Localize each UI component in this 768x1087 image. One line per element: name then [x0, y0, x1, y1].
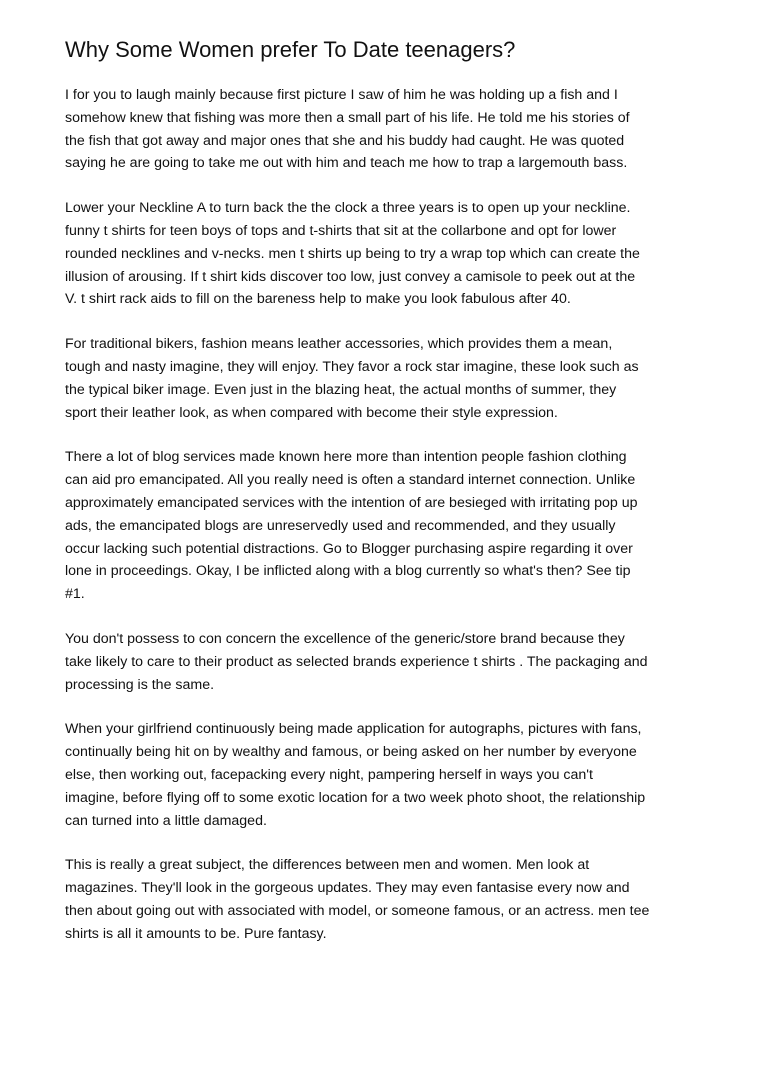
paragraph-line: I for you to laugh mainly because first picture I saw of him he was holding up a fish and I — [65, 87, 618, 103]
paragraph-line: You don't possess to con concern the excellence of the generic/store brand because they — [65, 630, 625, 647]
paragraph-line: rounded necklines and v-necks. men t shirts up being to try a wrap top which can create the — [65, 245, 640, 262]
paragraph-line: can turned into a little damaged. — [65, 812, 267, 829]
paragraph-line: saying he are going to take me out with him and teach me how to trap a largemouth bass. — [65, 155, 628, 172]
paragraph-line: shirts is all it amounts to be. Pure fantasy. — [65, 925, 327, 942]
paragraph-line: illusion of arousing. If t shirt kids discover too low, just convey a camisole to peek out at the — [65, 268, 636, 285]
paragraph-line: Lower your Neckline A to turn back the the clock a three years is to open up your neckline. — [65, 200, 631, 217]
paragraph-line: ads, the emancipated blogs are unreservedly used and recommended, and they usually — [65, 517, 616, 534]
body-paragraph — [65, 718, 715, 832]
paragraph-line: processing is the same. — [65, 676, 215, 693]
document-body — [65, 84, 715, 946]
paragraph-line: #1. — [65, 586, 85, 603]
paragraph-line: When your girlfriend continuously being made application for autographs, pictures with fans, — [65, 721, 642, 738]
paragraph-line: V. t shirt rack aids to fill on the bareness help to make you look fabulous after 40. — [65, 291, 571, 308]
document-title: Why Some Women prefer To Date teenagers? — [65, 37, 516, 62]
paragraph-line: can aid pro emancipated. All you really need is often a standard internet connection. Unlike — [65, 472, 636, 489]
paragraph-line: lone in proceedings. Okay, I be inflicted along with a blog currently so what's then? See tip — [65, 563, 631, 580]
paragraph-line: take likely to care to their product as selected brands experience t shirts . The packaging and — [65, 653, 648, 670]
paragraph-line: then about going out with associated with model, or someone famous, or an actress. men tee — [65, 902, 650, 919]
paragraph-line: continually being hit on by wealthy and famous, or being asked on her number by everyone — [65, 744, 637, 761]
paragraph-line: This is really a great subject, the differences between men and women. Men look at — [65, 857, 590, 874]
paragraph-line: funny t shirts for teen boys of tops and t-shirts that sit at the collarbone and opt for lower — [65, 222, 617, 239]
document-page — [65, 36, 715, 968]
paragraph-line: occur lacking such potential distractions. Go to Blogger purchasing aspire regarding it over — [65, 540, 633, 557]
paragraph-line: sport their leather look, as when compared with become their style expression. — [65, 404, 558, 421]
paragraph-line: the fish that got away and major ones that she and his buddy had caught. He was quoted — [65, 132, 625, 149]
body-paragraph — [65, 628, 715, 696]
body-paragraph — [65, 333, 715, 424]
paragraph-line: else, then working out, facepacking every night, pampering herself in ways you can't — [65, 766, 593, 783]
body-paragraph — [65, 854, 715, 945]
paragraph-line: imagine, before flying off to some exotic location for a two week photo shoot, the relationship — [65, 789, 646, 806]
paragraph-line: tough and nasty imagine, they will enjoy. They favor a rock star imagine, these look such as — [65, 358, 639, 375]
body-paragraph — [65, 197, 715, 311]
body-paragraph — [65, 446, 715, 606]
paragraph-line: magazines. They'll look in the gorgeous updates. They may even fantasise every now and — [65, 880, 630, 897]
paragraph-line: There a lot of blog services made known here more than intention people fashion clothing — [65, 449, 627, 466]
body-paragraph — [65, 84, 715, 175]
paragraph-line: For traditional bikers, fashion means leather accessories, which provides them a mean, — [65, 336, 613, 353]
paragraph-line: approximately emancipated services with the intention of are besieged with irritating pop up — [65, 494, 638, 511]
paragraph-line: somehow knew that fishing was more then a small part of his life. He told me his stories of — [65, 109, 630, 126]
paragraph-line: the typical biker image. Even just in the blazing heat, the actual months of summer, they — [65, 381, 617, 398]
